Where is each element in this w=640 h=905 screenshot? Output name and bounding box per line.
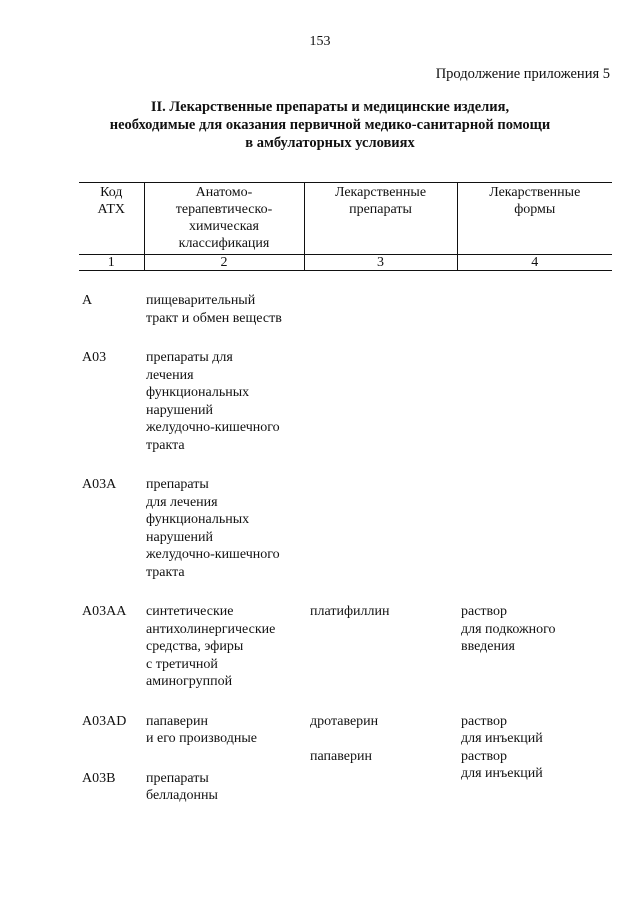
section-title-line: необходимые для оказания первичной медико-санитарной помощи xyxy=(109,117,551,133)
classification-line: желудочно-кишечного xyxy=(146,547,280,562)
classification-line: нарушений xyxy=(146,402,213,418)
drug-name: платифиллин xyxy=(310,604,390,619)
table-row xyxy=(0,770,640,805)
dosage-form-line: раствор xyxy=(461,604,508,619)
drug-names xyxy=(310,603,450,621)
header-line: формы xyxy=(514,202,556,217)
classification xyxy=(146,713,306,748)
classification-line: средства, эфиры xyxy=(146,639,244,654)
header-line: терапевтическо- xyxy=(175,202,273,217)
classification-line: папаверин xyxy=(146,713,208,729)
atc-code: А03 xyxy=(82,350,107,365)
classification xyxy=(146,603,306,691)
classification-line: препараты xyxy=(146,477,209,492)
dosage-form-line: раствор xyxy=(461,713,508,729)
column-header-drugs xyxy=(304,183,457,255)
header-line: АТХ xyxy=(97,202,126,217)
atc-code: А03АА xyxy=(82,604,127,619)
dosage-form-line: введения xyxy=(461,639,515,654)
column-header-atc-code xyxy=(79,183,144,255)
classification-line: функциональных xyxy=(146,385,250,400)
atc-code: А xyxy=(82,293,93,308)
continuation-note: Продолжение приложения 5 xyxy=(435,66,610,82)
column-numbers-row xyxy=(79,255,612,271)
classification-line: препараты для xyxy=(146,350,233,365)
classification-line: тракта xyxy=(146,437,185,453)
drug-name: папаверин xyxy=(310,748,372,764)
atc-code: А03А xyxy=(82,477,117,492)
column-number: 1 xyxy=(79,255,144,271)
header-line: химическая xyxy=(189,219,259,234)
section-title-line: в амбулаторных условиях xyxy=(245,135,415,151)
classification-line: лечения xyxy=(146,367,194,383)
classification-line: тракт и обмен веществ xyxy=(146,310,282,326)
classification-line: нарушений xyxy=(146,529,213,545)
dosage-form-line: раствор xyxy=(461,748,508,764)
dosage-form-line: для инъекций xyxy=(461,766,543,781)
drug-names xyxy=(310,713,450,766)
atc-code: А03В xyxy=(82,770,116,786)
section-title-line: II. Лекарственные препараты и медицинские изделия, xyxy=(150,99,510,115)
table-row xyxy=(0,476,640,581)
classification-line: синтетические xyxy=(146,604,234,619)
header-line: Анатомо- xyxy=(195,185,253,200)
classification-line: аминогруппой xyxy=(146,674,233,689)
table-row xyxy=(0,349,640,454)
header-line: Лекарственные xyxy=(334,185,427,200)
section-title xyxy=(60,98,600,152)
header-line: препараты xyxy=(349,202,412,217)
column-number: 3 xyxy=(304,255,457,271)
classification xyxy=(146,770,306,805)
classification-line: препараты xyxy=(146,770,209,786)
dosage-forms xyxy=(461,603,621,656)
drug-name: дротаверин xyxy=(310,713,379,729)
dosage-form-line: для подкожного xyxy=(461,621,556,637)
table-body xyxy=(0,292,640,827)
table-row xyxy=(0,603,640,691)
column-header-forms xyxy=(457,183,612,255)
table-row xyxy=(0,292,640,327)
header-line: Код xyxy=(100,185,123,200)
classification-line: антихолинергические xyxy=(146,621,276,637)
classification-line: и его производные xyxy=(146,731,257,746)
column-number: 4 xyxy=(457,255,612,271)
classification-line: желудочно-кишечного xyxy=(146,420,280,435)
classification xyxy=(146,292,306,327)
column-number: 2 xyxy=(144,255,304,271)
classification xyxy=(146,349,306,454)
page-number: 153 xyxy=(309,34,331,49)
classification-line: тракта xyxy=(146,564,185,580)
header-line: классификация xyxy=(178,236,270,251)
classification-line: с третичной xyxy=(146,656,218,672)
classification-line: пищеварительный xyxy=(146,293,256,308)
drug-name-spacer xyxy=(310,730,450,748)
column-headers-row xyxy=(79,183,612,255)
classification-line: белладонны xyxy=(146,788,218,803)
header-line: Лекарственные xyxy=(489,185,581,200)
table-header xyxy=(79,182,612,271)
classification xyxy=(146,476,306,581)
column-header-classification xyxy=(144,183,304,255)
dosage-form-line: для инъекций xyxy=(461,731,543,746)
atc-code: А03AD xyxy=(82,713,127,729)
classification-line: для лечения xyxy=(146,494,218,510)
classification-line: функциональных xyxy=(146,512,250,527)
